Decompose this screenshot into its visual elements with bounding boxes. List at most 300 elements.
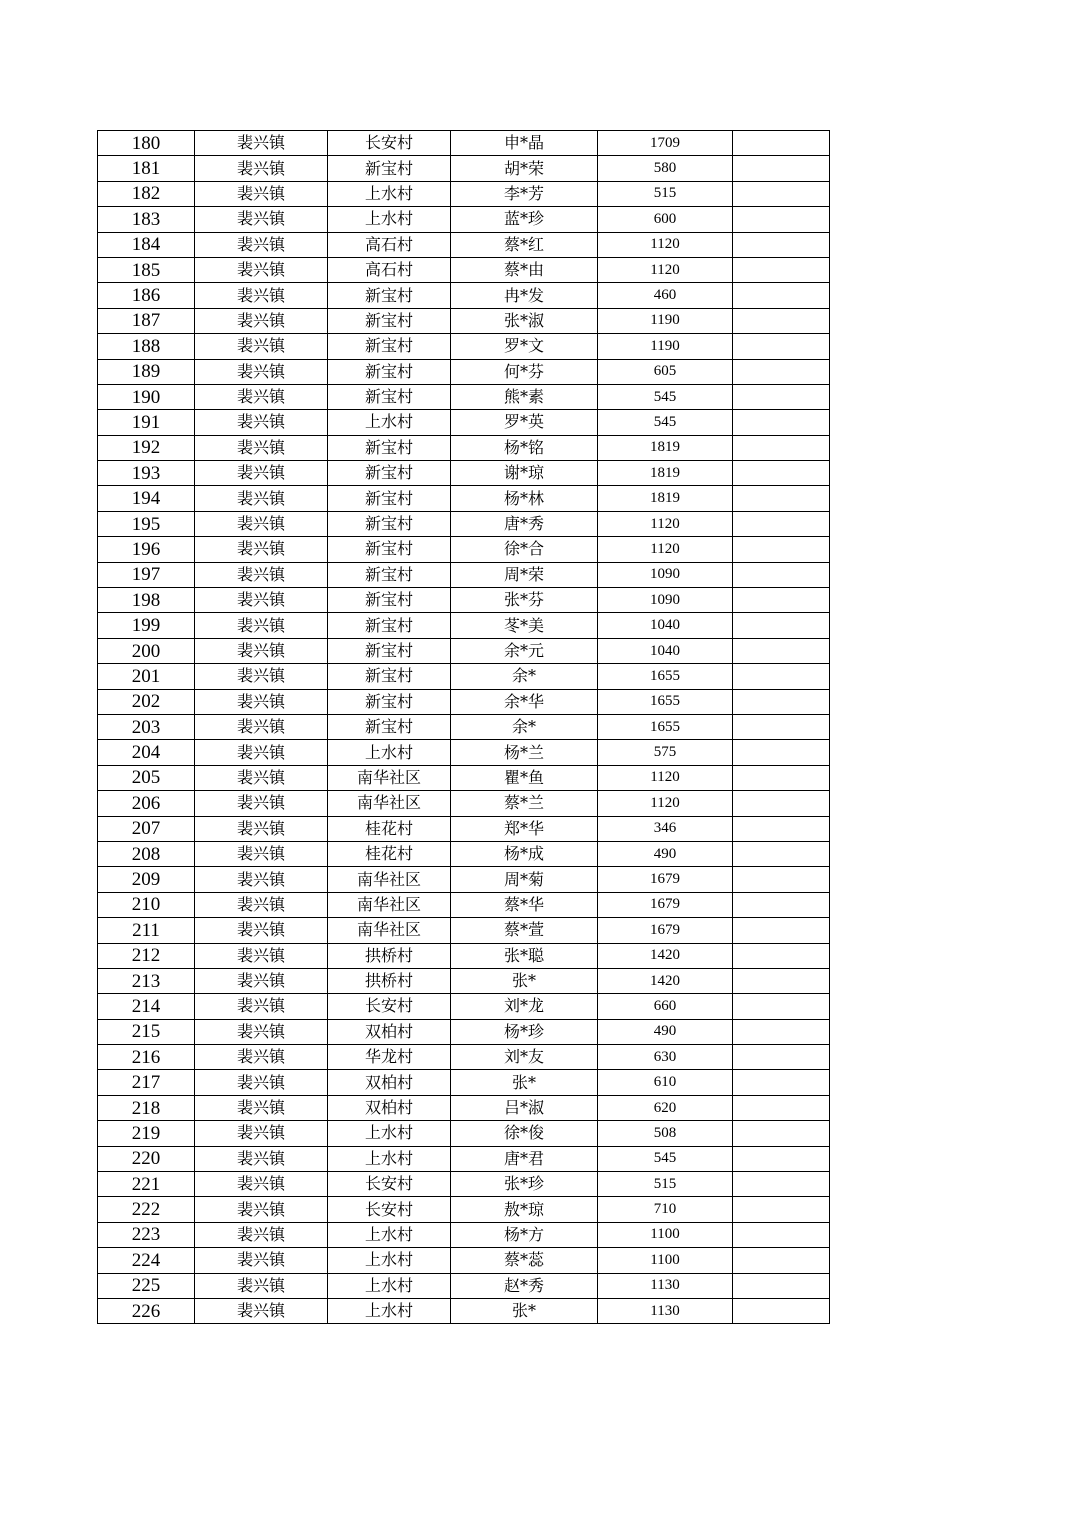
row-number-cell: 195 [98, 511, 195, 536]
amount-cell: 1709 [598, 131, 733, 156]
row-number-cell: 211 [98, 918, 195, 943]
amount-cell: 1100 [598, 1222, 733, 1247]
village-cell: 南华社区 [328, 791, 451, 816]
amount-cell: 1190 [598, 334, 733, 359]
person-name-cell: 赵*秀 [451, 1273, 598, 1298]
village-cell: 新宝村 [328, 613, 451, 638]
town-cell: 裴兴镇 [195, 791, 328, 816]
town-cell: 裴兴镇 [195, 740, 328, 765]
person-name-cell: 蔡*华 [451, 892, 598, 917]
table-row [98, 1273, 830, 1298]
table-row [98, 1045, 830, 1070]
note-cell [733, 968, 830, 993]
amount-cell: 620 [598, 1095, 733, 1120]
table-row [98, 791, 830, 816]
table-row [98, 613, 830, 638]
person-name-cell: 余*华 [451, 689, 598, 714]
village-cell: 南华社区 [328, 765, 451, 790]
table-row [98, 511, 830, 536]
table-row [98, 588, 830, 613]
town-cell: 裴兴镇 [195, 968, 328, 993]
table-row [98, 714, 830, 739]
village-cell: 新宝村 [328, 384, 451, 409]
village-cell: 上水村 [328, 1248, 451, 1273]
village-cell: 拱桥村 [328, 968, 451, 993]
row-number-cell: 183 [98, 207, 195, 232]
table-row [98, 918, 830, 943]
row-number-cell: 208 [98, 841, 195, 866]
note-cell [733, 1298, 830, 1323]
amount-cell: 1420 [598, 943, 733, 968]
row-number-cell: 213 [98, 968, 195, 993]
village-cell: 新宝村 [328, 511, 451, 536]
table-row [98, 562, 830, 587]
amount-cell: 515 [598, 1172, 733, 1197]
amount-cell: 545 [598, 384, 733, 409]
amount-cell: 545 [598, 1146, 733, 1171]
row-number-cell: 200 [98, 638, 195, 663]
note-cell [733, 308, 830, 333]
town-cell: 裴兴镇 [195, 207, 328, 232]
table-row [98, 765, 830, 790]
amount-cell: 1130 [598, 1298, 733, 1323]
row-number-cell: 202 [98, 689, 195, 714]
amount-cell: 575 [598, 740, 733, 765]
note-cell [733, 918, 830, 943]
note-cell [733, 562, 830, 587]
village-cell: 拱桥村 [328, 943, 451, 968]
amount-cell: 1420 [598, 968, 733, 993]
village-cell: 双柏村 [328, 1019, 451, 1044]
person-name-cell: 蔡*蕊 [451, 1248, 598, 1273]
village-cell: 上水村 [328, 740, 451, 765]
town-cell: 裴兴镇 [195, 131, 328, 156]
table-row [98, 816, 830, 841]
person-name-cell: 杨*兰 [451, 740, 598, 765]
note-cell [733, 994, 830, 1019]
note-cell [733, 461, 830, 486]
town-cell: 裴兴镇 [195, 181, 328, 206]
table-row [98, 537, 830, 562]
note-cell [733, 207, 830, 232]
village-cell: 华龙村 [328, 1045, 451, 1070]
table-row [98, 486, 830, 511]
row-number-cell: 225 [98, 1273, 195, 1298]
row-number-cell: 223 [98, 1222, 195, 1247]
table-row [98, 689, 830, 714]
person-name-cell: 刘*龙 [451, 994, 598, 1019]
row-number-cell: 192 [98, 435, 195, 460]
row-number-cell: 204 [98, 740, 195, 765]
town-cell: 裴兴镇 [195, 689, 328, 714]
note-cell [733, 1070, 830, 1095]
note-cell [733, 588, 830, 613]
amount-cell: 1040 [598, 638, 733, 663]
table-row [98, 841, 830, 866]
row-number-cell: 206 [98, 791, 195, 816]
person-name-cell: 张* [451, 968, 598, 993]
amount-cell: 1090 [598, 588, 733, 613]
town-cell: 裴兴镇 [195, 867, 328, 892]
note-cell [733, 1121, 830, 1146]
table-row [98, 1070, 830, 1095]
village-cell: 长安村 [328, 131, 451, 156]
town-cell: 裴兴镇 [195, 765, 328, 790]
town-cell: 裴兴镇 [195, 1197, 328, 1222]
note-cell [733, 791, 830, 816]
note-cell [733, 892, 830, 917]
table-row [98, 968, 830, 993]
row-number-cell: 220 [98, 1146, 195, 1171]
note-cell [733, 537, 830, 562]
town-cell: 裴兴镇 [195, 664, 328, 689]
village-cell: 新宝村 [328, 588, 451, 613]
person-name-cell: 刘*友 [451, 1045, 598, 1070]
person-name-cell: 瞿*鱼 [451, 765, 598, 790]
row-number-cell: 222 [98, 1197, 195, 1222]
town-cell: 裴兴镇 [195, 384, 328, 409]
village-cell: 长安村 [328, 1197, 451, 1222]
amount-cell: 1655 [598, 664, 733, 689]
amount-cell: 1819 [598, 435, 733, 460]
person-name-cell: 张*淑 [451, 308, 598, 333]
row-number-cell: 188 [98, 334, 195, 359]
row-number-cell: 215 [98, 1019, 195, 1044]
village-cell: 双柏村 [328, 1095, 451, 1120]
village-cell: 新宝村 [328, 537, 451, 562]
row-number-cell: 210 [98, 892, 195, 917]
amount-cell: 1040 [598, 613, 733, 638]
note-cell [733, 867, 830, 892]
amount-cell: 660 [598, 994, 733, 1019]
row-number-cell: 221 [98, 1172, 195, 1197]
town-cell: 裴兴镇 [195, 435, 328, 460]
person-name-cell: 蔡*萱 [451, 918, 598, 943]
amount-cell: 1190 [598, 308, 733, 333]
town-cell: 裴兴镇 [195, 1045, 328, 1070]
village-cell: 上水村 [328, 1146, 451, 1171]
town-cell: 裴兴镇 [195, 1095, 328, 1120]
note-cell [733, 181, 830, 206]
table-row [98, 740, 830, 765]
person-name-cell: 张* [451, 1298, 598, 1323]
table-row [98, 257, 830, 282]
note-cell [733, 156, 830, 181]
village-cell: 新宝村 [328, 486, 451, 511]
row-number-cell: 198 [98, 588, 195, 613]
note-cell [733, 131, 830, 156]
town-cell: 裴兴镇 [195, 232, 328, 257]
table-row [98, 1172, 830, 1197]
table-row [98, 435, 830, 460]
town-cell: 裴兴镇 [195, 410, 328, 435]
person-name-cell: 何*芬 [451, 359, 598, 384]
village-cell: 长安村 [328, 994, 451, 1019]
person-name-cell: 熊*素 [451, 384, 598, 409]
town-cell: 裴兴镇 [195, 1121, 328, 1146]
row-number-cell: 205 [98, 765, 195, 790]
village-cell: 双柏村 [328, 1070, 451, 1095]
row-number-cell: 209 [98, 867, 195, 892]
table-row [98, 410, 830, 435]
note-cell [733, 257, 830, 282]
town-cell: 裴兴镇 [195, 1248, 328, 1273]
note-cell [733, 638, 830, 663]
amount-cell: 1679 [598, 867, 733, 892]
town-cell: 裴兴镇 [195, 613, 328, 638]
row-number-cell: 218 [98, 1095, 195, 1120]
person-name-cell: 吕*淑 [451, 1095, 598, 1120]
table-row [98, 283, 830, 308]
table-row [98, 994, 830, 1019]
note-cell [733, 841, 830, 866]
town-cell: 裴兴镇 [195, 308, 328, 333]
amount-cell: 710 [598, 1197, 733, 1222]
table-row [98, 1197, 830, 1222]
village-cell: 上水村 [328, 207, 451, 232]
town-cell: 裴兴镇 [195, 841, 328, 866]
person-name-cell: 周*荣 [451, 562, 598, 587]
village-cell: 新宝村 [328, 283, 451, 308]
town-cell: 裴兴镇 [195, 461, 328, 486]
note-cell [733, 359, 830, 384]
row-number-cell: 196 [98, 537, 195, 562]
person-name-cell: 唐*君 [451, 1146, 598, 1171]
village-cell: 上水村 [328, 1298, 451, 1323]
row-number-cell: 212 [98, 943, 195, 968]
note-cell [733, 1172, 830, 1197]
row-number-cell: 185 [98, 257, 195, 282]
town-cell: 裴兴镇 [195, 486, 328, 511]
amount-cell: 610 [598, 1070, 733, 1095]
village-cell: 新宝村 [328, 638, 451, 663]
row-number-cell: 214 [98, 994, 195, 1019]
village-cell: 新宝村 [328, 562, 451, 587]
person-name-cell: 蓝*珍 [451, 207, 598, 232]
row-number-cell: 226 [98, 1298, 195, 1323]
amount-cell: 630 [598, 1045, 733, 1070]
note-cell [733, 384, 830, 409]
table-row [98, 1248, 830, 1273]
town-cell: 裴兴镇 [195, 1298, 328, 1323]
town-cell: 裴兴镇 [195, 1222, 328, 1247]
table-row [98, 181, 830, 206]
table-row [98, 359, 830, 384]
village-cell: 上水村 [328, 1222, 451, 1247]
person-name-cell: 余* [451, 714, 598, 739]
amount-cell: 580 [598, 156, 733, 181]
note-cell [733, 410, 830, 435]
town-cell: 裴兴镇 [195, 283, 328, 308]
amount-cell: 508 [598, 1121, 733, 1146]
amount-cell: 1130 [598, 1273, 733, 1298]
amount-cell: 1090 [598, 562, 733, 587]
person-name-cell: 李*芳 [451, 181, 598, 206]
roster-table-body [98, 131, 830, 1324]
village-cell: 上水村 [328, 410, 451, 435]
row-number-cell: 190 [98, 384, 195, 409]
table-row [98, 664, 830, 689]
roster-table [97, 130, 830, 1324]
table-row [98, 1222, 830, 1247]
person-name-cell: 余* [451, 664, 598, 689]
table-row [98, 1095, 830, 1120]
row-number-cell: 203 [98, 714, 195, 739]
town-cell: 裴兴镇 [195, 892, 328, 917]
note-cell [733, 334, 830, 359]
table-row [98, 384, 830, 409]
village-cell: 新宝村 [328, 359, 451, 384]
town-cell: 裴兴镇 [195, 359, 328, 384]
person-name-cell: 苳*美 [451, 613, 598, 638]
village-cell: 新宝村 [328, 308, 451, 333]
amount-cell: 1120 [598, 511, 733, 536]
town-cell: 裴兴镇 [195, 562, 328, 587]
person-name-cell: 杨*铭 [451, 435, 598, 460]
note-cell [733, 1095, 830, 1120]
amount-cell: 1100 [598, 1248, 733, 1273]
table-row [98, 1121, 830, 1146]
note-cell [733, 283, 830, 308]
note-cell [733, 1146, 830, 1171]
town-cell: 裴兴镇 [195, 714, 328, 739]
person-name-cell: 杨*珍 [451, 1019, 598, 1044]
town-cell: 裴兴镇 [195, 537, 328, 562]
town-cell: 裴兴镇 [195, 943, 328, 968]
table-row [98, 1298, 830, 1323]
town-cell: 裴兴镇 [195, 918, 328, 943]
row-number-cell: 194 [98, 486, 195, 511]
village-cell: 上水村 [328, 181, 451, 206]
town-cell: 裴兴镇 [195, 334, 328, 359]
row-number-cell: 197 [98, 562, 195, 587]
row-number-cell: 184 [98, 232, 195, 257]
note-cell [733, 943, 830, 968]
note-cell [733, 1273, 830, 1298]
row-number-cell: 216 [98, 1045, 195, 1070]
row-number-cell: 199 [98, 613, 195, 638]
village-cell: 上水村 [328, 1273, 451, 1298]
amount-cell: 1655 [598, 689, 733, 714]
person-name-cell: 张*珍 [451, 1172, 598, 1197]
town-cell: 裴兴镇 [195, 257, 328, 282]
village-cell: 桂花村 [328, 841, 451, 866]
amount-cell: 600 [598, 207, 733, 232]
town-cell: 裴兴镇 [195, 156, 328, 181]
town-cell: 裴兴镇 [195, 588, 328, 613]
row-number-cell: 207 [98, 816, 195, 841]
row-number-cell: 217 [98, 1070, 195, 1095]
village-cell: 新宝村 [328, 714, 451, 739]
village-cell: 高石村 [328, 232, 451, 257]
amount-cell: 490 [598, 1019, 733, 1044]
person-name-cell: 罗*文 [451, 334, 598, 359]
row-number-cell: 224 [98, 1248, 195, 1273]
amount-cell: 1120 [598, 232, 733, 257]
amount-cell: 1679 [598, 918, 733, 943]
table-row [98, 334, 830, 359]
person-name-cell: 杨*方 [451, 1222, 598, 1247]
table-row [98, 892, 830, 917]
amount-cell: 515 [598, 181, 733, 206]
table-row [98, 308, 830, 333]
table-row [98, 207, 830, 232]
person-name-cell: 罗*英 [451, 410, 598, 435]
person-name-cell: 张*芬 [451, 588, 598, 613]
note-cell [733, 1045, 830, 1070]
village-cell: 长安村 [328, 1172, 451, 1197]
village-cell: 新宝村 [328, 461, 451, 486]
note-cell [733, 232, 830, 257]
village-cell: 南华社区 [328, 892, 451, 917]
person-name-cell: 周*菊 [451, 867, 598, 892]
person-name-cell: 申*晶 [451, 131, 598, 156]
person-name-cell: 杨*林 [451, 486, 598, 511]
table-row [98, 461, 830, 486]
person-name-cell: 张*聪 [451, 943, 598, 968]
village-cell: 上水村 [328, 1121, 451, 1146]
town-cell: 裴兴镇 [195, 1070, 328, 1095]
note-cell [733, 1248, 830, 1273]
note-cell [733, 689, 830, 714]
amount-cell: 545 [598, 410, 733, 435]
village-cell: 新宝村 [328, 156, 451, 181]
amount-cell: 605 [598, 359, 733, 384]
amount-cell: 1120 [598, 791, 733, 816]
town-cell: 裴兴镇 [195, 994, 328, 1019]
table-row [98, 131, 830, 156]
town-cell: 裴兴镇 [195, 511, 328, 536]
note-cell [733, 1197, 830, 1222]
note-cell [733, 664, 830, 689]
amount-cell: 1819 [598, 486, 733, 511]
person-name-cell: 徐*俊 [451, 1121, 598, 1146]
person-name-cell: 郑*华 [451, 816, 598, 841]
amount-cell: 490 [598, 841, 733, 866]
note-cell [733, 1222, 830, 1247]
person-name-cell: 唐*秀 [451, 511, 598, 536]
town-cell: 裴兴镇 [195, 816, 328, 841]
note-cell [733, 1019, 830, 1044]
row-number-cell: 181 [98, 156, 195, 181]
person-name-cell: 徐*合 [451, 537, 598, 562]
village-cell: 南华社区 [328, 867, 451, 892]
amount-cell: 1679 [598, 892, 733, 917]
person-name-cell: 杨*成 [451, 841, 598, 866]
person-name-cell: 蔡*由 [451, 257, 598, 282]
note-cell [733, 435, 830, 460]
table-row [98, 156, 830, 181]
row-number-cell: 189 [98, 359, 195, 384]
person-name-cell: 蔡*兰 [451, 791, 598, 816]
amount-cell: 1819 [598, 461, 733, 486]
village-cell: 新宝村 [328, 435, 451, 460]
amount-cell: 460 [598, 283, 733, 308]
person-name-cell: 余*元 [451, 638, 598, 663]
town-cell: 裴兴镇 [195, 1019, 328, 1044]
village-cell: 桂花村 [328, 816, 451, 841]
person-name-cell: 张* [451, 1070, 598, 1095]
row-number-cell: 186 [98, 283, 195, 308]
row-number-cell: 193 [98, 461, 195, 486]
town-cell: 裴兴镇 [195, 1273, 328, 1298]
person-name-cell: 谢*琼 [451, 461, 598, 486]
person-name-cell: 胡*荣 [451, 156, 598, 181]
village-cell: 高石村 [328, 257, 451, 282]
note-cell [733, 511, 830, 536]
note-cell [733, 486, 830, 511]
note-cell [733, 740, 830, 765]
